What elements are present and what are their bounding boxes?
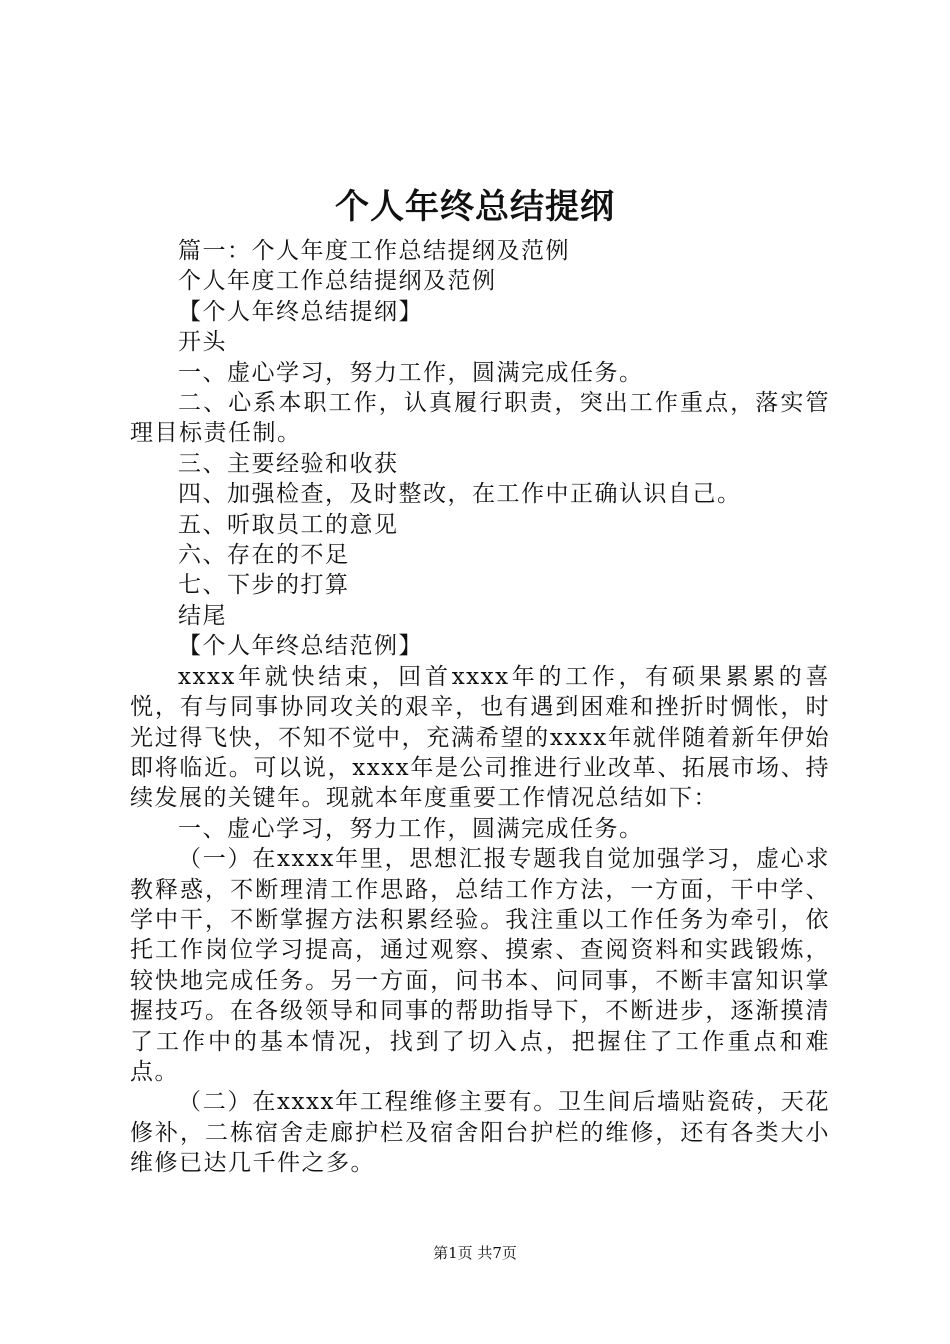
- paragraph: 【个人年终总结范例】: [178, 633, 423, 660]
- paragraph: 一、虚心学习，努力工作，圆满完成任务。: [178, 815, 644, 842]
- paragraph: （一）在xxxx年里，思想汇报专题我自觉加强学习，虚心求教释惑，不断理清工作思路，总结工作方法，一方面，干中学、学中干，不断掌握方法积累经验。我注重以工作任务为牵引，依托工作岗位学习提高，通过观察、摸索、查阅资料和实践锻炼，较快地完成任务。另一方面，问书本、问同事，不断丰富知识掌握技巧。在各级领导和同事的帮助指导下，不断进步，逐渐摸清了工作中的基本情况，找到了切入点，把握住了工作重点和难点。: [130, 846, 830, 1085]
- paragraph: 四、加强检查，及时整改，在工作中正确认识自己。: [178, 481, 742, 508]
- paragraph: 个人年度工作总结提纲及范例: [178, 268, 497, 295]
- paragraph: 开头: [178, 329, 227, 356]
- page-footer: 第1页 共7页: [433, 1244, 517, 1262]
- paragraph: 六、存在的不足: [178, 542, 350, 569]
- document-body: [130, 236, 830, 1179]
- paragraph: xxxx年就快结束，回首xxxx年的工作，有硕果累累的喜悦，有与同事协同攻关的艰辛，也有遇到困难和挫折时惆怅，时光过得飞快，不知不觉中，充满希望的xxxx年就伴随着新年伊始即将临近。可以说，xxxx年是公司推进行业改革、拓展市场、持续发展的关键年。现就本年度重要工作情况总结如下：: [130, 663, 830, 812]
- paragraph: 篇一：个人年度工作总结提纲及范例: [178, 238, 570, 264]
- paragraph: 三、主要经验和收获: [178, 450, 399, 477]
- paragraph: 一、虚心学习，努力工作，圆满完成任务。: [178, 359, 644, 386]
- paragraph: 【个人年终总结提纲】: [178, 298, 423, 325]
- paragraph: 七、下步的打算: [178, 572, 350, 599]
- paragraph: 结尾: [178, 602, 227, 629]
- document-title: 个人年终总结提纲: [335, 187, 615, 227]
- paragraph: 五、听取员工的意见: [178, 511, 399, 538]
- paragraph: （二）在xxxx年工程维修主要有。卫生间后墙贴瓷砖，天花修补，二栋宿舍走廊护栏及宿舍阳台护栏的维修，还有各类大小维修已达几千件之多。: [130, 1089, 830, 1177]
- paragraph: 二、心系本职工作，认真履行职责，突出工作重点，落实管理目标责任制。: [130, 390, 830, 447]
